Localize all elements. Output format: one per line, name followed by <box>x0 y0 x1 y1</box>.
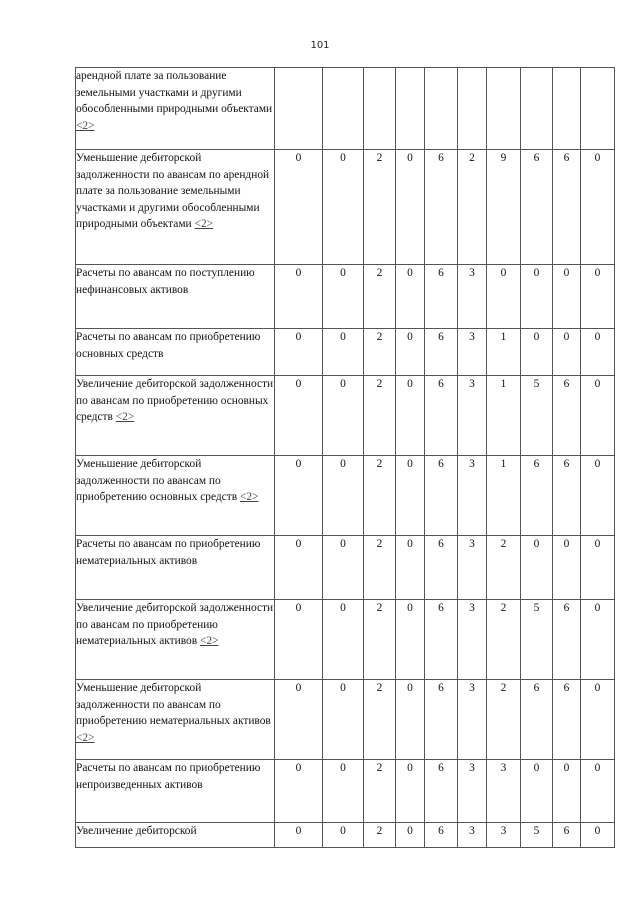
code-digit-cell: 6 <box>521 150 553 265</box>
code-digit-cell: 0 <box>581 823 615 848</box>
code-digit-cell: 0 <box>581 536 615 600</box>
code-digit-cell: 0 <box>323 760 364 823</box>
code-digit-cell: 2 <box>364 823 396 848</box>
code-digit-cell: 2 <box>364 536 396 600</box>
code-digit-cell: 0 <box>275 329 323 376</box>
code-digit-cell: 6 <box>553 680 581 760</box>
code-digit-cell: 9 <box>487 150 521 265</box>
code-digit-cell <box>521 68 553 150</box>
code-digit-cell: 6 <box>425 456 458 536</box>
code-digit-cell: 0 <box>553 329 581 376</box>
code-digit-cell: 3 <box>458 329 487 376</box>
code-digit-cell: 3 <box>458 536 487 600</box>
code-digit-cell: 6 <box>425 376 458 456</box>
code-digit-cell: 6 <box>553 600 581 680</box>
accounts-table <box>75 67 615 848</box>
code-digit-cell: 0 <box>581 376 615 456</box>
code-digit-cell: 0 <box>581 680 615 760</box>
code-digit-cell: 0 <box>323 150 364 265</box>
code-digit-cell: 2 <box>364 329 396 376</box>
table-row <box>76 376 615 456</box>
code-digit-cell: 0 <box>323 456 364 536</box>
table-row <box>76 68 615 150</box>
row-label-text: арендной плате за пользование земельными участками и другими обособленными природными объектами <box>76 70 273 115</box>
code-digit-cell: 3 <box>487 760 521 823</box>
row-label-text: Уменьшение дебиторской задолженности по авансам по приобретению основных средств <box>76 458 238 503</box>
code-digit-cell: 2 <box>364 456 396 536</box>
code-digit-cell: 0 <box>275 265 323 329</box>
code-digit-cell: 0 <box>323 329 364 376</box>
code-digit-cell: 6 <box>521 680 553 760</box>
code-digit-cell: 0 <box>396 265 425 329</box>
code-digit-cell: 0 <box>396 600 425 680</box>
code-digit-cell: 0 <box>323 680 364 760</box>
row-label <box>76 823 275 848</box>
code-digit-cell: 0 <box>581 600 615 680</box>
code-digit-cell <box>458 68 487 150</box>
table-row <box>76 823 615 848</box>
code-digit-cell: 0 <box>521 760 553 823</box>
row-label-text: Расчеты по авансам по приобретению нематериальных активов <box>76 538 261 567</box>
code-digit-cell: 3 <box>458 265 487 329</box>
code-digit-cell: 0 <box>396 680 425 760</box>
code-digit-cell: 0 <box>581 760 615 823</box>
code-digit-cell: 0 <box>396 329 425 376</box>
code-digit-cell: 0 <box>521 265 553 329</box>
code-digit-cell: 0 <box>275 600 323 680</box>
code-digit-cell: 0 <box>396 376 425 456</box>
code-digit-cell: 0 <box>581 329 615 376</box>
code-digit-cell: 6 <box>425 536 458 600</box>
code-digit-cell: 0 <box>323 376 364 456</box>
code-digit-cell: 2 <box>487 600 521 680</box>
code-digit-cell: 3 <box>458 600 487 680</box>
code-digit-cell: 5 <box>521 600 553 680</box>
code-digit-cell: 0 <box>553 265 581 329</box>
code-digit-cell <box>581 68 615 150</box>
code-digit-cell: 0 <box>581 150 615 265</box>
code-digit-cell: 0 <box>323 600 364 680</box>
code-digit-cell: 0 <box>396 536 425 600</box>
code-digit-cell: 0 <box>275 456 323 536</box>
table-row <box>76 456 615 536</box>
row-label-text: Расчеты по авансам по приобретению основных средств <box>76 331 261 360</box>
code-digit-cell: 6 <box>521 456 553 536</box>
code-digit-cell: 3 <box>458 376 487 456</box>
code-digit-cell: 0 <box>275 680 323 760</box>
table-row <box>76 680 615 760</box>
code-digit-cell: 1 <box>487 376 521 456</box>
code-digit-cell: 0 <box>323 823 364 848</box>
code-digit-cell: 0 <box>323 536 364 600</box>
table-row <box>76 265 615 329</box>
code-digit-cell: 0 <box>275 823 323 848</box>
code-digit-cell: 6 <box>553 456 581 536</box>
footnote-link[interactable]: <2> <box>76 731 95 744</box>
code-digit-cell: 6 <box>425 600 458 680</box>
page-number: 101 <box>310 40 330 51</box>
code-digit-cell: 2 <box>364 760 396 823</box>
row-label-text: Расчеты по авансам по приобретению непроизведенных активов <box>76 762 261 791</box>
code-digit-cell: 1 <box>487 329 521 376</box>
code-digit-cell: 0 <box>553 760 581 823</box>
code-digit-cell: 3 <box>458 456 487 536</box>
footnote-link[interactable]: <2> <box>194 218 214 230</box>
code-digit-cell: 6 <box>425 680 458 760</box>
code-digit-cell: 6 <box>425 265 458 329</box>
code-digit-cell: 2 <box>364 680 396 760</box>
row-label-text: Увеличение дебиторской задолженности по авансам по приобретению основных средств <box>76 378 274 423</box>
code-digit-cell: 6 <box>425 760 458 823</box>
code-digit-cell: 0 <box>275 150 323 265</box>
code-digit-cell: 0 <box>396 150 425 265</box>
code-digit-cell: 0 <box>521 536 553 600</box>
code-digit-cell: 3 <box>458 680 487 760</box>
code-digit-cell: 2 <box>487 536 521 600</box>
row-label-text: Уменьшение дебиторской задолженности по авансам по приобретению нематериальных активов <box>76 682 271 727</box>
code-digit-cell: 1 <box>487 456 521 536</box>
table-row <box>76 329 615 376</box>
code-digit-cell: 5 <box>521 376 553 456</box>
code-digit-cell: 2 <box>364 376 396 456</box>
code-digit-cell: 6 <box>425 823 458 848</box>
code-digit-cell: 0 <box>553 536 581 600</box>
code-digit-cell <box>396 68 425 150</box>
footnote-link[interactable]: <2> <box>115 411 135 423</box>
code-digit-cell: 0 <box>275 376 323 456</box>
code-digit-cell: 0 <box>581 265 615 329</box>
row-label <box>76 760 275 823</box>
code-digit-cell: 0 <box>396 760 425 823</box>
code-digit-cell: 6 <box>553 823 581 848</box>
code-digit-cell: 2 <box>487 680 521 760</box>
code-digit-cell: 3 <box>458 760 487 823</box>
row-label <box>76 600 275 680</box>
code-digit-cell: 6 <box>425 329 458 376</box>
table-row <box>76 150 615 265</box>
row-label-text: Уменьшение дебиторской задолженности по авансам по арендной плате за пользование земельными участками и другими обособленными природными объектами <box>76 152 270 230</box>
row-label <box>76 376 275 456</box>
row-label-text: Увеличение дебиторской задолженности по авансам по приобретению нематериальных активов <box>76 602 274 647</box>
code-digit-cell: 3 <box>458 823 487 848</box>
code-digit-cell: 0 <box>581 456 615 536</box>
code-digit-cell: 5 <box>521 823 553 848</box>
code-digit-cell <box>425 68 458 150</box>
table-row <box>76 760 615 823</box>
row-label <box>76 680 275 760</box>
code-digit-cell: 0 <box>396 823 425 848</box>
row-label <box>76 536 275 600</box>
code-digit-cell: 0 <box>275 536 323 600</box>
row-label <box>76 150 275 265</box>
code-digit-cell: 0 <box>396 456 425 536</box>
row-label <box>76 456 275 536</box>
code-digit-cell <box>275 68 323 150</box>
code-digit-cell: 6 <box>425 150 458 265</box>
row-label <box>76 265 275 329</box>
code-digit-cell: 2 <box>364 600 396 680</box>
row-label-text: Расчеты по авансам по поступлению нефинансовых активов <box>76 267 255 296</box>
code-digit-cell: 3 <box>487 823 521 848</box>
code-digit-cell <box>553 68 581 150</box>
code-digit-cell <box>323 68 364 150</box>
code-digit-cell: 2 <box>458 150 487 265</box>
code-digit-cell: 2 <box>364 265 396 329</box>
code-digit-cell: 0 <box>275 760 323 823</box>
code-digit-cell: 6 <box>553 376 581 456</box>
code-digit-cell <box>364 68 396 150</box>
code-digit-cell: 0 <box>521 329 553 376</box>
footnote-link[interactable]: <2> <box>76 119 95 132</box>
code-digit-cell <box>487 68 521 150</box>
row-label <box>76 329 275 376</box>
table-row <box>76 536 615 600</box>
row-label <box>76 68 275 150</box>
footnote-link[interactable]: <2> <box>239 491 259 503</box>
table-row <box>76 600 615 680</box>
table-body <box>76 68 615 848</box>
code-digit-cell: 2 <box>364 150 396 265</box>
code-digit-cell: 0 <box>487 265 521 329</box>
code-digit-cell: 6 <box>553 150 581 265</box>
row-label-text: Увеличение дебиторской <box>76 825 197 837</box>
code-digit-cell: 0 <box>323 265 364 329</box>
footnote-link[interactable]: <2> <box>199 635 219 647</box>
